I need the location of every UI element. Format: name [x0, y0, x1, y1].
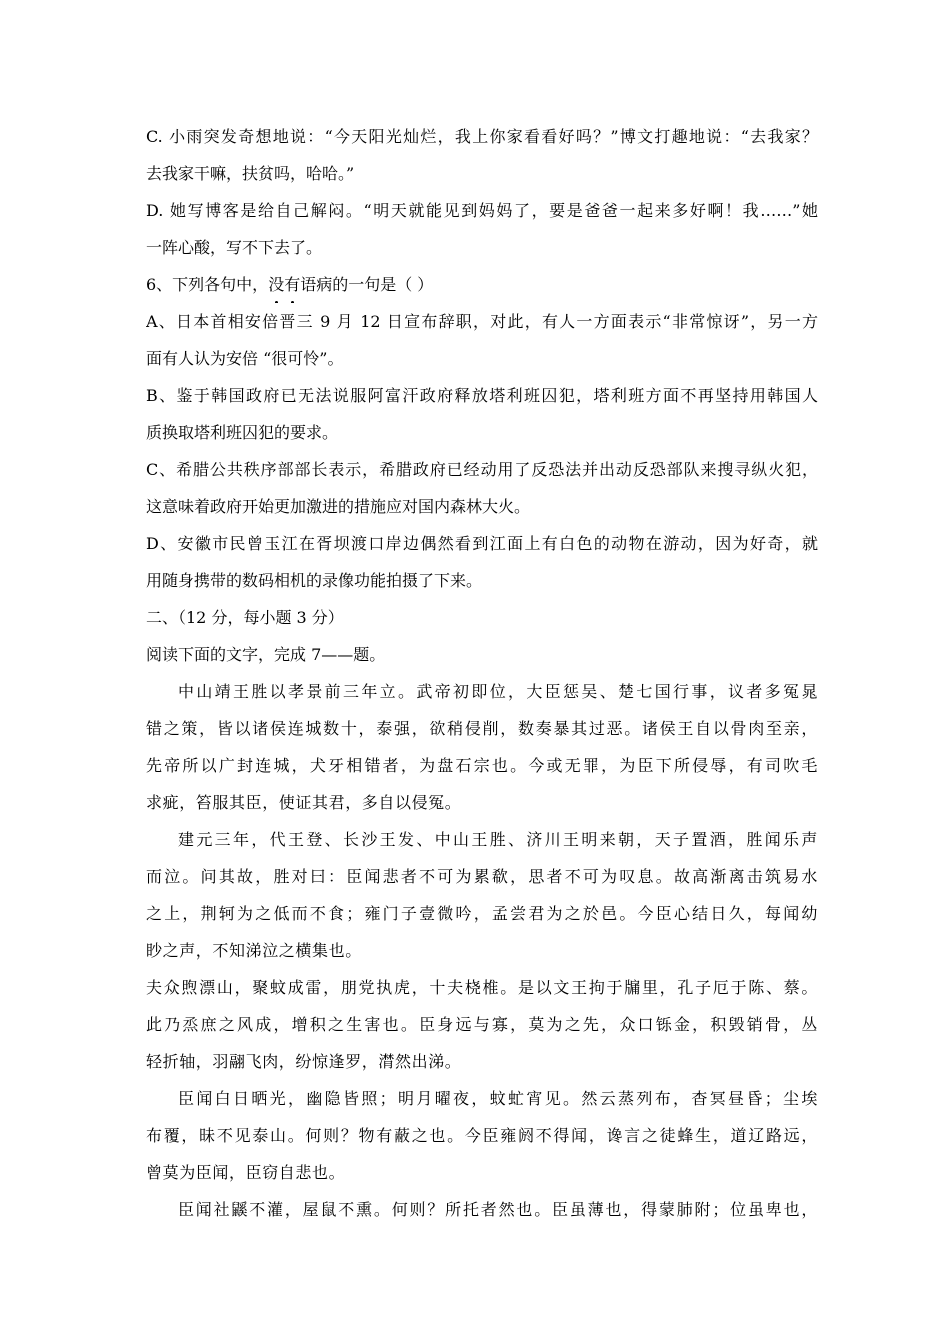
option-c-line: 去我家干嘛，扶贫吗，哈哈。”	[146, 164, 355, 183]
passage-line: 臣闻白日晒光，幽隐皆照；明月曜夜，蚊虻宵见。然云蒸列布，杳冥昼昏；尘埃	[178, 1089, 818, 1108]
passage-line: 眇之声，不知涕泣之横集也。	[146, 941, 362, 960]
passage-line: 中山靖王胜以孝景前三年立。武帝初即位，大臣惩吴、楚七国行事，议者多冤晁	[178, 682, 818, 701]
question-6-option-c-line: 这意味着政府开始更加激进的措施应对国内森林大火。	[146, 497, 531, 516]
section-2-instruction: 阅读下面的文字，完成 7——题。	[146, 645, 386, 664]
question-6-option-a-line: A、日本首相安倍晋三 9 月 12 日宣布辞职，对此，有人一方面表示“非常惊讶”，另一方	[146, 312, 818, 331]
passage-line: 臣闻社鼷不灌，屋鼠不熏。何则？所托者然也。臣虽薄也，得蒙肺附；位虽卑也，	[178, 1200, 818, 1219]
passage-line: 夫众煦漂山，聚蚊成雷，朋党执虎，十夫桡椎。是以文王拘于牖里，孔子厄于陈、蔡。	[146, 978, 818, 997]
question-6-stem	[146, 266, 818, 303]
question-6-option-b-line: 质换取塔利班囚犯的要求。	[146, 423, 339, 442]
passage-line: 轻折轴，羽翮飞肉，纷惊逢罗，潸然出涕。	[146, 1052, 462, 1071]
option-c-line: C. 小雨突发奇想地说：“今天阳光灿烂，我上你家看看好吗？”博文打趣地说：“去我家？	[146, 127, 818, 146]
question-6-option-d-line: D、安徽市民曾玉江在胥坝渡口岸边偶然看到江面上有白色的动物在游动，因为好奇，就	[146, 534, 818, 553]
emphasis-dot-char: 有	[284, 266, 300, 303]
passage-line: 曾莫为臣闻，臣窃自悲也。	[146, 1163, 346, 1182]
question-6-option-c-line: C、希腊公共秩序部部长表示，希腊政府已经动用了反恐法并出动反恐部队来搜寻纵火犯，	[146, 460, 818, 479]
emphasis-dot-char: 没	[268, 266, 284, 303]
question-6-option-a-line: 面有人认为安倍 “很可怜”。	[146, 349, 344, 368]
passage-line: 建元三年，代王登、长沙王发、中山王胜、济川王明来朝，天子置酒，胜闻乐声	[178, 830, 818, 849]
question-6-option-d-line: 用随身携带的数码相机的录像功能拍摄了下来。	[146, 571, 483, 590]
passage-line: 错之策，皆以诸侯连城数十，泰强，欲稍侵削，数奏暴其过恶。诸侯王自以骨肉至亲，	[146, 719, 818, 738]
passage-line: 之上，荆轲为之低而不食；雍门子壹微吟，孟尝君为之於邑。今臣心结日久，每闻幼	[146, 904, 818, 923]
question-6-prefix: 6、下列各句中，	[146, 275, 269, 294]
passage-line: 先帝所以广封连城，犬牙相错者，为盘石宗也。今或无罪，为臣下所侵辱，有司吹毛	[146, 756, 818, 775]
passage-line: 求疵，笞服其臣，使证其君，多自以侵冤。	[146, 793, 462, 812]
section-2-heading: 二、（12 分，每小题 3 分）	[146, 608, 344, 627]
document-page	[146, 118, 818, 1228]
passage-line: 而泣。问其故，胜对曰：臣闻悲者不可为累欷，思者不可为叹息。故高渐离击筑易水	[146, 867, 818, 886]
question-6-option-b-line: B、鉴于韩国政府已无法说服阿富汗政府释放塔利班囚犯，塔利班方面不再坚持用韩国人	[146, 386, 818, 405]
question-6-suffix: 语病的一句是（ ）	[300, 275, 434, 294]
passage-line: 布覆，昧不见泰山。何则？物有蔽之也。今臣雍阏不得闻，谗言之徒蜂生，道辽路远，	[146, 1126, 818, 1145]
option-d-line: 一阵心酸，写不下去了。	[146, 238, 323, 257]
option-d-line: D. 她写博客是给自己解闷。“明天就能见到妈妈了，要是爸爸一起来多好啊！我……”她	[146, 201, 818, 220]
passage-line: 此乃烝庶之风成，增积之生害也。臣身远与寡，莫为之先，众口铄金，积毁销骨，丛	[146, 1015, 818, 1034]
